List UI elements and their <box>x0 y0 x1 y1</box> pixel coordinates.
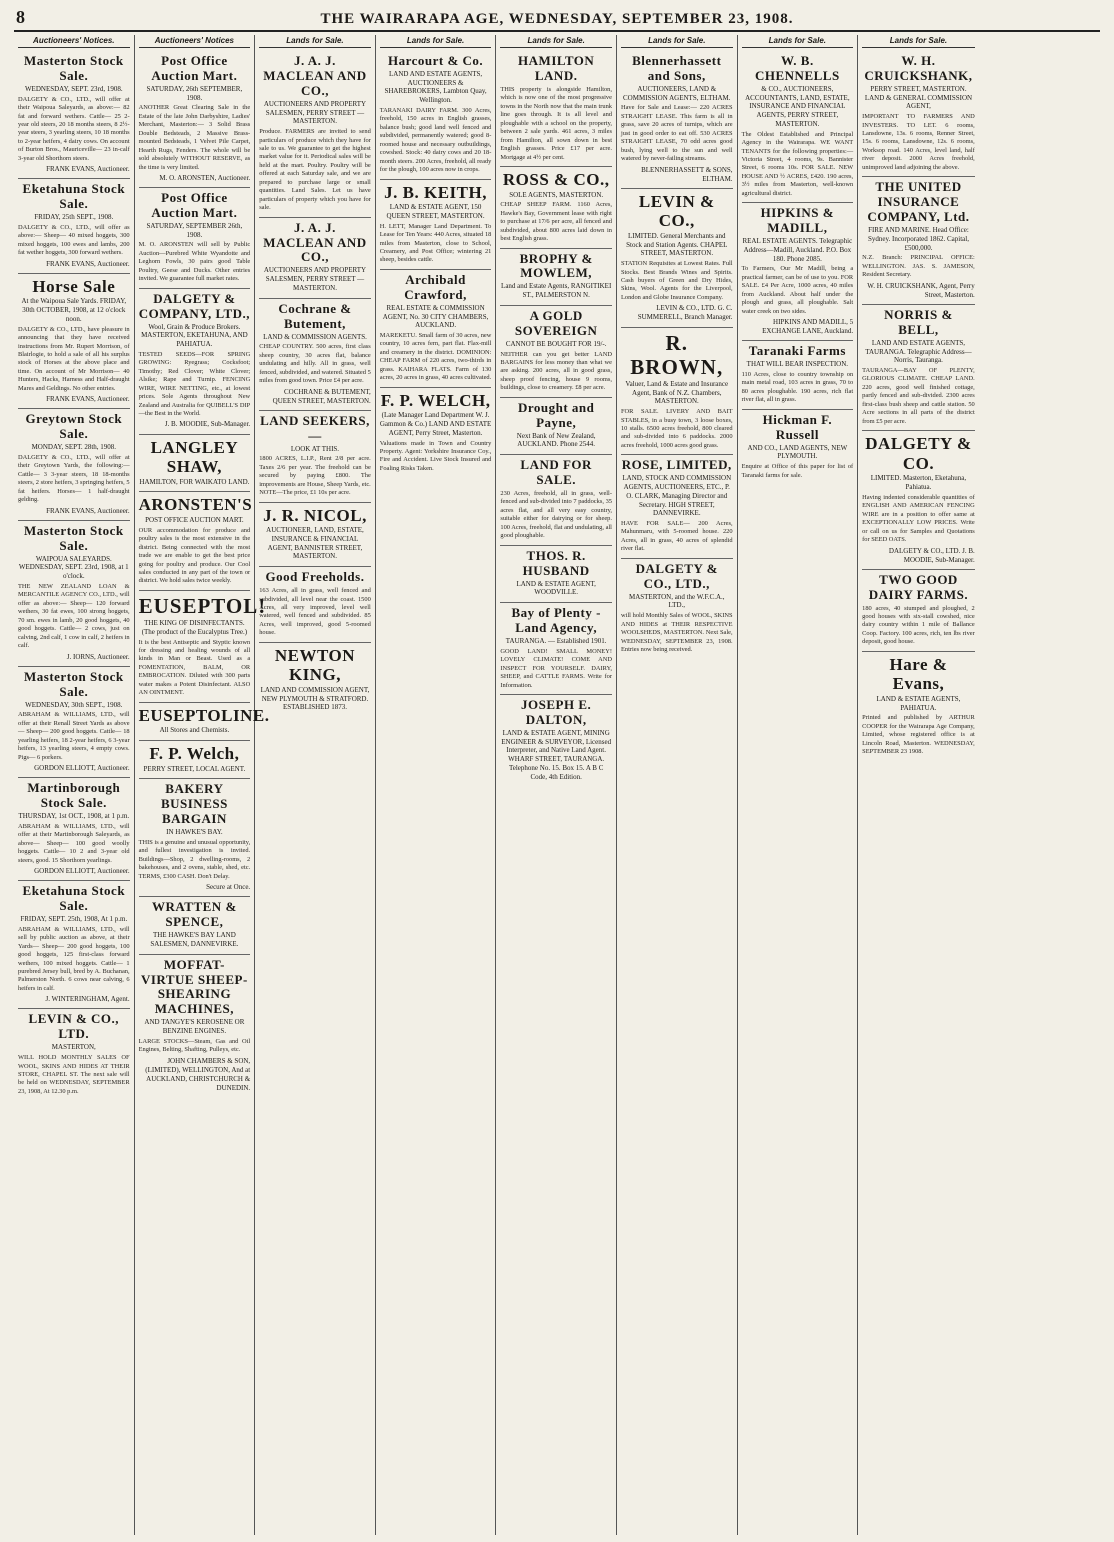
advertisement <box>621 559 733 659</box>
advertisement <box>18 51 130 179</box>
advertisement <box>139 435 251 493</box>
column-2 <box>135 35 270 1535</box>
column-header: Lands for Sale. <box>259 35 371 48</box>
page-number: 8 <box>16 7 25 27</box>
advertisement <box>500 546 612 603</box>
advertisement <box>139 289 251 435</box>
ad-signature: FRANK EVANS, Auctioneer. <box>46 259 130 268</box>
ad-title: Post Office Auction Mart. <box>151 53 238 83</box>
ad-subtitle: Land and Estate Agents, RANGITIKEI ST., PALMERSTON N. <box>501 282 612 300</box>
ad-title: F. P. WELCH, <box>380 390 491 410</box>
ad-signature: Secure at Once. <box>206 883 251 892</box>
ad-body-text: HAVE FOR SALE— 200 Acres, Mahunmaru, with 5-roomed house. 220 Acres, all in grass, 40 acres of splendid river flat. <box>620 520 733 553</box>
advertisement <box>500 167 612 249</box>
ad-title: Eketahuna Stock Sale. <box>22 181 126 212</box>
ad-body-text: STATION Requisites at Lowest Rates. Full Stocks. Best Brands Wines and Spirits. Cash buyers of Green and Dry Hides, Skins, Wool. Agents for the Liverpool, London and Globe Insurance Company. <box>620 260 733 301</box>
ad-title: MOFFAT-VIRTUE SHEEP-SHEARING MACHINES, <box>140 956 248 1017</box>
ad-body-text: IMPORTANT TO FARMERS AND INVESTERS. TO LET. 6 rooms, Lansdowne, 13s. 6 rooms, Renner Street, 15s. 6 rooms, Lansdowne, 12s. 6 rooms, Worksop road. 140 Acres, level land, half river deposit. 2000 Acres freehold, unimproved land adjoining the above. <box>862 113 975 171</box>
ad-subtitle: AUCTIONEERS, LAND & COMMISSION AGENTS, ELTHAM. <box>623 84 731 102</box>
ad-body-text: ABRAHAM & WILLIAMS, LTD., will sell by public auction as above, at their Yards— Sheep— 200 good hoggets, 100 good hoggets, 125 first-class forward wethers, 100 mixed hoggets. Cattle— 1 purebred Jersey bull, bred by A. Buchanan, Palmerston North. 6 cows near calving, 6 heifers in calf. <box>18 925 130 992</box>
advertisement <box>862 570 975 652</box>
ad-signature: FRANK EVANS, Auctioneer. <box>46 395 130 404</box>
ad-subtitle: LIMITED. Masterton, Eketahuna, Pahiatua. <box>870 474 967 492</box>
ad-subtitle: (Late Manager Land Department W. J. Gammon & Co.) LAND AND ESTATE AGENT, Perry Street, Masterton. <box>379 411 492 437</box>
advertisement <box>621 328 733 456</box>
ad-subtitle: HAMILTON, FOR WAIKATO LAND. <box>139 477 250 486</box>
advertisement <box>500 306 612 398</box>
ad-title: DALGETY & CO., LTD., <box>635 560 718 591</box>
ad-subtitle: MASTERTON, and the W.F.C.A., LTD., <box>628 592 725 610</box>
advertisement <box>139 741 251 779</box>
ad-body-text: MAREKETU. Small farm of 30 acres, new country, 10 acres fern, part flat. Flax-mill and creamery in the district. DOMINION: CHEAP FARM of 220 acres, two-thirds in grass. KAIHARA FLATS. Farm of 130 acres, 20 acres in grass, 40 acres cultivated. <box>379 332 492 382</box>
advertisement <box>18 881 130 1009</box>
ad-title: J. R. NICOL, <box>263 505 367 525</box>
ad-title: W. B. CHENNELLS <box>755 53 840 83</box>
ad-subtitle: THE KING OF DISINFECTANTS. (The product of the Eucalyptus Tree.) <box>141 619 248 636</box>
advertisement <box>380 270 492 388</box>
ad-subtitle: LAND & ESTATE AGENT, MINING ENGINEER & SURVEYOR, Licensed Interpreter, and Native Land Agent. WHARF STREET, TAURANGA. Telephone No. 15. Box 15. A B C Code, 4th Edition. <box>501 728 612 781</box>
ad-signature: LEVIN & CO., LTD. G. C. SUMMERELL, Branch Manager. <box>637 304 733 322</box>
advertisement <box>18 778 130 881</box>
advertisement <box>862 51 975 177</box>
ad-signature: J. B. MOODIE, Sub-Manager. <box>164 420 251 429</box>
ad-subtitle: LAND AND ESTATE AGENTS, TAURANGA. Telegraphic Address—Norris, Tauranga. <box>865 338 972 365</box>
advertisement <box>621 455 733 559</box>
ad-subtitle: LIMITED. General Merchants and Stock and Station Agents. CHAPEL STREET, MASTERTON. <box>626 231 728 258</box>
ad-title: Bay of Plenty - Land Agency, <box>511 605 601 636</box>
ad-body-text: 163 Acres, all in grass, well fenced and subdivided, all level near the coast. 1500 Acres, all very improved, level well watered, well fenced and subdivided. 85 Acres, well improved, good 5-roomed house. <box>259 587 371 637</box>
advertisement <box>138 703 270 741</box>
ad-body-text: ABRAHAM & WILLIAMS, LTD., will offer at their Martinborough Saleyards, as above— Sheep— 100 good woolly hoggets. Cattle— 10 2 and 3-year old steers, good. 15 Shorthorn yearlings. <box>18 822 130 864</box>
ad-subtitle: SOLE AGENTS, MASTERTON. <box>509 190 604 199</box>
advertisement <box>259 567 371 643</box>
ad-signature: HIPKINS AND MADILL, 5 EXCHANGE LANE, Auckland. <box>762 318 854 336</box>
ad-body-text: 1800 ACRES, L.I.P., Rent 2/8 per acre. Taxes 2/6 per year. The freehold can be secured by paying £800. The improvements are House, Sheep Yards, etc. NOTE—The price, £1 10s per acre. <box>259 455 371 497</box>
ad-title: ROSS & CO., <box>502 169 610 189</box>
advertisement <box>380 51 492 180</box>
advertisement <box>259 51 371 218</box>
ad-title: LANGLEY SHAW, <box>150 437 239 477</box>
ad-body-text: ANOTHER Great Clearing Sale in the Estate of the late John Darbyshire, Ladies' Merchant, Masterton:— 3 Solid Brass Double Bedsteads, 2 Massive Brass-mounted Bedsteads, 1 Velvet Pile Carpet, Hearth Rugs, Fenders. The whole will be sold absolutely WITHOUT RESERVE, as the time is very limited. <box>138 104 251 171</box>
column-header: Lands for Sale. <box>621 35 733 48</box>
ad-title: Cochrane & Butement, <box>278 300 352 331</box>
advertisement <box>500 51 612 167</box>
ad-signature: FRANK EVANS, Auctioneer. <box>46 165 130 174</box>
advertisement <box>139 492 251 590</box>
ad-body-text: ABRAHAM & WILLIAMS, LTD., will offer at their Renall Street Yards as above— Sheep— 200 good hoggets. Cattle— 18 yearling heifers, 18 2-year heifers, 6 3-year heifers, 13 yearling steers, 4 empty cows. Pigs— 6 porkers. <box>18 711 130 761</box>
ad-title: ARONSTEN'S <box>138 495 253 515</box>
ad-signature: BLENNERHASSETT & SONS, ELTHAM. <box>641 165 733 183</box>
ad-title: ROSE, LIMITED, <box>621 457 732 473</box>
advertisement <box>139 51 251 188</box>
advertisement <box>500 398 612 455</box>
ad-subtitle: AUCTIONEERS AND PROPERTY SALESMEN, PERRY STREET — MASTERTON. <box>263 99 367 126</box>
ad-title: LAND FOR SALE. <box>520 457 592 488</box>
advertisement <box>742 203 854 341</box>
ad-signature: GORDON ELLIOTT, Auctioneer. <box>34 867 130 875</box>
ad-title: A GOLD SOVEREIGN <box>514 307 598 338</box>
ad-title: Blennerhassett and Sons, <box>632 53 722 83</box>
ad-body-text: THE NEW ZEALAND LOAN & MERCANTILE AGENCY CO., LTD., will offer as above:— Sheep— 120 forward wethers, 30 fat ewes, 100 strong hoggets, 70 sm. ewes in lamb, 20 good hoggets, 40 good hoggets. Cattle— 2 cows, just on calving, 2nd calf, 1 cow in calf, 2 heifers in calf. <box>18 582 130 650</box>
ad-subtitle: SATURDAY, 26th SEPTEMBER, 1908. <box>146 84 243 102</box>
ad-title: WRATTEN & SPENCE, <box>151 899 237 930</box>
column-3 <box>255 35 376 1535</box>
ad-title: Masterton Stock Sale. <box>24 522 124 553</box>
ad-body-text: 230 Acres, freehold, all in grass, well-fenced and sub-divided into 7 paddocks, 35 acres flat, and all very easy country, suitable either for dairying or for sheep. 100 Acres, freehold, flat and undulating, all good ploughable. <box>500 490 612 540</box>
ad-title: Harcourt & Co. <box>387 53 484 68</box>
ad-body-text: 110 Acres, close to country township on main metal road, 103 acres in grass, 70 to 80 acres ploughable. 190 acres, rich flat river flat, all in grass. <box>741 370 854 404</box>
ad-subtitle: POST OFFICE AUCTION MART. <box>145 515 244 524</box>
ad-body-text: NEITHER can you get better LAND BARGAINS for less money than what we are asking. 200 acres, all in good grass, sheep proof fencing, house 9 rooms, buildings, close to creamery. £8 per acre. <box>500 350 612 392</box>
ad-subtitle: SATURDAY, SEPTEMBER 26th, 1908. <box>146 221 243 239</box>
ad-body-text: OUR accommodation for produce and poultry sales is the most extensive in the district. Being connected with the most trade we are enable to get the best price going for poultry and produce. Our Cool sales conducted in any part of the town or district. We hold sales twice weekly. <box>138 526 251 585</box>
ad-body-text: Valuations made in Town and Country Property. Agent: Yorkshire Insurance Coy., Fire and Accident. Live Stock Insured and Foaling Risks Taken. <box>379 439 492 472</box>
advertisement <box>259 643 371 717</box>
ad-body-text: WILL HOLD MONTHLY SALES OF WOOL, SKINS AND HIDES AT THEIR STORE, CHAPEL ST. The next sale will be held on WEDNESDAY, SEPTEMBER 23, 1908, At 12.30 p.m. <box>18 1054 130 1095</box>
ad-title: Good Freeholds. <box>265 569 365 585</box>
advertisement <box>259 218 371 299</box>
ad-title: J. A. J. MACLEAN AND CO., <box>263 53 367 98</box>
ad-title: J. A. J. MACLEAN AND CO., <box>263 219 367 265</box>
ad-subtitle: AUCTIONEERS AND PROPERTY SALESMEN, PERRY STREET — MASTERTON. <box>263 266 367 292</box>
ad-title: DALGETY & COMPANY, LTD., <box>138 290 251 321</box>
ad-title: THOS. R. HUSBAND <box>522 547 590 578</box>
ad-body-text: TARANAKI DAIRY FARM. 300 Acres, freehold, 150 acres in English grasses, balance bush; good land well fenced and subdivided, permanently watered; good 8-roomed house and necessary outbuildings, cowshed. Stock: 40 dairy cows and 20 18-month steers. 200 Acres, freehold, all ready for the plough, 100 acres now in crops. <box>379 106 492 174</box>
ad-title: BAKERY BUSINESS BARGAIN <box>160 781 228 827</box>
ad-subtitle: All Stores and Chemists. <box>159 726 230 735</box>
ad-title: EUSEPTOLINE. <box>138 705 270 725</box>
column-1 <box>14 35 135 1535</box>
masthead <box>14 6 1100 32</box>
ad-title: Martinborough Stock Sale. <box>27 780 121 811</box>
ad-body-text: TAURANGA—BAY OF PLENTY, GLORIOUS CLIMATE. CHEAP LAND. 220 acres, good well finished cottage, partly fenced and sub-divided. 2300 acres first-class bush sheep and cattle station. 50 Acre sections in all parts of the district from £5 per acre. <box>862 367 975 425</box>
ad-subtitle: LOOK AT THIS. <box>290 444 340 453</box>
column-4 <box>376 35 497 1535</box>
advertisement <box>18 179 130 274</box>
advertisement <box>259 411 371 503</box>
ad-subtitle: WAIPOUA SALEYARDS. WEDNESDAY, SEPT. 23rd, 1908, at 1 o'clock. <box>18 554 129 581</box>
ad-title: LEVIN & CO., LTD. <box>28 1011 120 1042</box>
ad-title: NEWTON KING, <box>274 645 356 685</box>
ad-subtitle: THURSDAY, 1st OCT., 1908, at 1 p.m. <box>18 811 130 820</box>
ad-subtitle: & CO., AUCTIONEERS, ACCOUNTANTS, LAND, ESTATE, INSURANCE AND FINANCIAL AGENTS, PERRY STREET, MASTERTON. <box>745 84 850 128</box>
advertisement <box>138 591 267 703</box>
advertisement <box>500 603 612 695</box>
ad-signature: JOHN CHAMBERS & SON, (LIMITED), WELLINGTON, And at AUCKLAND, CHRISTCHURCH & DUNEDIN. <box>145 1056 251 1093</box>
ad-title: Hickman F. Russell <box>762 411 833 442</box>
advertisement <box>621 189 733 328</box>
ad-subtitle: Wool, Grain & Produce Brokers. MASTERTON, EKETAHUNA, AND PAHIATUA. <box>141 322 248 349</box>
ad-subtitle: FRIDAY, 25th SEPT., 1908. <box>34 213 114 222</box>
ad-body-text: To Farmers, Our Mr Madill, being a practical farmer, can be of use to you. FOR SALE. £4 Per Acre, 1000 acres, 40 miles from Auckland. About half under the plough and grass, all ploughable. Salt water creek on two sides. <box>741 265 854 315</box>
column-7 <box>738 35 859 1535</box>
ad-subtitle: PERRY STREET, MASTERTON. LAND & GENERAL COMMISSION AGENT, <box>864 84 973 111</box>
ad-title: J. B. KEITH, <box>384 182 487 202</box>
ad-subtitle: THE HAWKE'S BAY LAND SALESMEN, DANNEVIRKE. <box>150 931 239 948</box>
ad-title: Hare & Evans, <box>889 654 948 694</box>
ad-signature: M. O. ARONSTEN, Auctioneer. <box>159 174 251 182</box>
columns <box>14 35 1100 1535</box>
ad-subtitle: TAURANGA. — Established 1901. <box>505 637 607 645</box>
ad-signature: J. WINTERINGHAM, Agent. <box>45 995 130 1004</box>
ad-title: Post Office Auction Mart. <box>151 190 238 221</box>
advertisement <box>139 779 251 897</box>
ad-subtitle: LAND & COMMISSION AGENTS. <box>263 332 367 341</box>
column-header: Lands for Sale. <box>862 35 975 48</box>
ad-body-text: N.Z. Branch: PRINCIPAL OFFICE: WELLINGTON. JAS. S. JAMESON, Resident Secretary. <box>862 254 975 279</box>
ad-subtitle: LAND & ESTATE AGENT, WOODVILLE. <box>516 579 596 597</box>
ad-title: F. P. Welch, <box>149 744 240 763</box>
ad-body-text: Have for Sale and Lease:— 220 ACRES STRAIGHT LEASE. This farm is all in grass, save 20 acres of turnips, which are just in good order to eat off. 530 ACRES STRAIGHT LEASE, 70 odd acres good bush, lying well to the sun and well watered by never-failing streams. <box>620 104 733 163</box>
advertisement <box>18 1009 130 1100</box>
ad-signature: FRANK EVANS, Auctioneer. <box>46 506 130 515</box>
advertisement <box>742 410 854 484</box>
ad-body-text: LARGE STOCKS—Steam, Gas and Oil Engines, Belting, Shafting, Pulleys, etc. <box>138 1037 251 1054</box>
ad-signature: W. H. CRUICKSHANK, Agent, Perry Street, Masterton. <box>867 281 975 299</box>
ad-body-text: It is the best Antiseptic and Styptic known for dressing and healing wounds of all kinds in Man or Beast. Used as a FOMENTATION, BALM, OR EMBROCATION. Diluted with 300 parts water makes a Potent Disinfectant. ALSO AN OINTMENT. <box>138 638 251 697</box>
ad-body-text: DALGETY & CO., LTD., will offer at their Greytown Yards, the following:— Cattle— 3 3-year steers, 18 18-months steers, 2 store heifers, 3 springing heifers, 5 fat heifers. Horses— 1 half-draught gelding. <box>18 454 130 504</box>
ad-body-text: CHEAP COUNTRY. 500 acres, first class sheep country, 30 acres flat, balance undulating and hilly. All in grass, well fenced, subdivided, and watered. Situated 5 miles from good town. Price £4 per acre. <box>259 343 371 385</box>
ad-subtitle: REAL ESTATE & COMMISSION AGENT, No. 30 CITY CHAMBERS, AUCKLAND. <box>382 303 489 330</box>
ad-subtitle: AUCTIONEER, LAND, ESTATE, INSURANCE & FINANCIAL AGENT, BANNISTER STREET, MASTERTON. <box>266 526 364 561</box>
ad-body-text: FOR SALE. LIVERY AND BAIT STABLES, in a busy town, 3 loose boxes, 10 stalls. 6500 acres freehold, 800 cleared and sub-divided into 6 paddocks. 2000 acres freehold, 1000 acres good grass. <box>620 408 733 449</box>
column-header: Lands for Sale. <box>380 35 492 48</box>
ad-body-text: DALGETY & CO., LTD., will offer as above:— Sheep— 40 mixed hoggets, 300 mixed hoggets, 100 ewes and lambs, 200 fat wether hoggets, 300 forward wethers. <box>18 223 130 257</box>
ad-body-text: The Oldest Established and Principal Agency in the Wairarapa. WE WANT TENANTS for the following properties:— Victoria Street, 4 rooms, 9s. Bannister Street, 6 rooms 10s. FOR SALE. NEW HOUSE AND ½ ACRES, £420. 190 acres, 3½ miles from Masterton, well-known agricultural district. <box>741 130 854 197</box>
ad-title: Masterton Stock Sale. <box>24 53 124 83</box>
ad-signature: GORDON ELLIOTT, Auctioneer. <box>34 764 130 773</box>
advertisement <box>139 188 251 289</box>
ad-subtitle: LAND AND ESTATE AGENTS, AUCTIONEERS & SHAREBROKERS, Lambton Quay, Wellington. <box>384 69 487 105</box>
ad-subtitle: PERRY STREET, LOCAL AGENT. <box>143 764 246 773</box>
ad-title: HAMILTON LAND. <box>518 53 595 83</box>
advertisement <box>862 431 975 570</box>
ad-subtitle: MONDAY, SEPT. 28th, 1908. <box>31 443 117 452</box>
advertisement <box>139 897 251 954</box>
newspaper-title: THE WAIRARAPA AGE, WEDNESDAY, SEPTEMBER 23, 1908. <box>320 11 794 27</box>
advertisement <box>259 503 371 568</box>
ad-title: Eketahuna Stock Sale. <box>22 883 126 914</box>
newspaper-page <box>14 6 1100 1536</box>
advertisement <box>380 180 492 270</box>
ad-title: JOSEPH E. DALTON, <box>521 697 592 727</box>
ad-title: EUSEPTOL! <box>138 593 267 618</box>
ad-body-text: Having indented considerable quantities of ENGLISH AND AMERICAN FENCING WIRE are in a position to offer same at EXCEPTIONALLY LOW PRICES. Write or call on us for Samples and Quotations for SEED OATS. <box>862 493 975 544</box>
ad-subtitle: Valuer, Land & Estate and Insurance Agent, Bank of N.Z. Chambers, MASTERTON. <box>625 379 729 406</box>
ad-title: Greytown Stock Sale. <box>25 411 123 442</box>
advertisement <box>380 388 492 478</box>
ad-body-text: THIS property is alongside Hamilton, which is now one of the most progressive towns in the North now that the main trunk line goes through. It is all level and ploughable with a school on the property, between 2 sale yards. 461 acres, 3 miles from Hamilton, all sown down in best English grasses. Price £17 per acre. Mortgage at 4½ per cent. <box>500 85 612 161</box>
advertisement <box>742 341 854 410</box>
advertisement <box>500 695 612 786</box>
ad-body-text: DALGETY & CO., LTD., will offer at their Waipoua Saleyards, as above:— 82 fat and forward wethers. Cattle— 25 2-year old steers, 20 18 months steers, 8 2½-year steers, 3 yearling steers, 10 18 months to 2-year heifers, 4 dairy cows. On account of Burton Bros., Mauriceville— 23 in-calf 3-year old Shorthorn steers. <box>18 95 130 162</box>
ad-subtitle: CANNOT BE BOUGHT FOR 19/-. <box>505 339 607 348</box>
ad-subtitle: FRIDAY, SEPT. 25th, 1908, At 1 p.m. <box>20 914 128 923</box>
ad-subtitle: FIRE AND MARINE. Head Office: Sydney. Incorporated 1862. Capital, £500,000. <box>867 226 969 252</box>
column-6 <box>617 35 738 1535</box>
ad-signature: COCHRANE & BUTEMENT, QUEEN STREET, MASTERTON. <box>272 387 371 405</box>
ad-title: Drought and Payne, <box>517 399 595 430</box>
ad-body-text: TESTED SEEDS—FOR SPRING GROWING: Ryegrass; Cocksfoot; Timothy; Red Clover; White Clover; Alsike; Rape and Turnip. FENCING WIRE, WIRE NETTING, etc., at lowest prices. Sole Agents throughout New Zealand and Australia for QUIBELL'S DIP—the Best in the World. <box>138 350 251 418</box>
ad-subtitle: WEDNESDAY, 30th SEPT., 1908. <box>25 700 123 709</box>
ad-subtitle: REAL ESTATE AGENTS. Telegraphic Address—Madill, Auckland. P.O. Box 180. Phone 2085. <box>742 237 853 263</box>
advertisement <box>18 409 130 520</box>
ad-title: Masterton Stock Sale. <box>24 668 124 699</box>
ad-subtitle: IN HAWKE'S BAY. <box>166 828 223 837</box>
advertisement <box>18 274 130 410</box>
ad-subtitle: WEDNESDAY, SEPT. 23rd, 1908. <box>24 84 123 93</box>
column-header: Auctioneers' Notices. <box>18 35 130 48</box>
ad-body-text: DALGETY & CO., LTD., have pleasure in announcing that they have received instructions from Mr. Rupert Morrison, of Blairlogie, to hold a sale of all his surplus stock of Horses at the above place and time. On account of Mr Morrison— 40 Hunters, Hacks, Harness and Half-draught Mares and Geldings. No other entries. <box>18 325 130 392</box>
ad-title: Archibald Crawford, <box>404 271 467 302</box>
ad-title: DALGETY & CO. <box>865 434 972 473</box>
advertisement <box>742 51 854 203</box>
advertisement <box>18 521 130 667</box>
ad-title: W. H. CRUICKSHANK, <box>864 53 973 83</box>
advertisement <box>621 51 733 189</box>
advertisement <box>139 955 251 1098</box>
ad-subtitle: THAT WILL BEAR INSPECTION. <box>746 360 849 369</box>
column-header: Lands for Sale. <box>742 35 854 48</box>
ad-body-text: THIS is a genuine and unusual opportunity, and fullest investigation is invited. Buildings—Shop, 2 dwelling-rooms, 2 bakehouses, and 2 ovens, stable, shed, etc. TERMS, £300 CASH. Don't Delay. <box>138 838 251 880</box>
ad-title: BROPHY & MOWLEM, <box>519 250 593 281</box>
advertisement <box>259 299 371 411</box>
ad-body-text: GOOD LAND! SMALL MONEY! LOVELY CLIMATE! COME AND INSPECT FOR YOURSELF. DAIRY, SHEEP, and CATTLE FARMS. Write for Information. <box>500 647 612 689</box>
ad-title: Taranaki Farms <box>748 343 846 359</box>
advertisement <box>862 177 975 305</box>
ad-title: THE UNITED INSURANCE COMPANY, Ltd. <box>867 179 970 225</box>
column-5 <box>496 35 617 1535</box>
ad-body-text: M. O. ARONSTEN will sell by Public Auction—Purebred White Wyandotte and Leghorn Fowls, 30 pairs good Table Poultry, Geese and Ducks. Other entries invited. We guarantee full market rates. <box>138 241 251 283</box>
column-header: Lands for Sale. <box>500 35 612 48</box>
ad-subtitle: LAND & ESTATE AGENT, 150 QUEEN STREET, MASTERTON. <box>386 203 485 220</box>
ad-body-text: H. LETT, Manager Land Department. To Lease for Ten Years: 440 Acres, situated 18 miles from Masterton, close to School, Creamery, and Post Office; wintering 21 sheep, besides cattle. <box>379 222 492 264</box>
ad-subtitle: Next Bank of New Zealand, AUCKLAND. Phone 2544. <box>516 431 596 449</box>
column-8 <box>858 35 979 1535</box>
ad-subtitle: LAND AND COMMISSION AGENT, NEW PLYMOUTH & STRATFORD. ESTABLISHED 1873. <box>260 685 370 712</box>
ad-body-text: Printed and published by ARTHUR COOPER for the Wairarapa Age Company, Limited, whose registered office is at Lincoln Road, Masterton. WEDNESDAY, SEPTEMBER 23 1908. <box>862 714 975 756</box>
ad-subtitle: LAND & ESTATE AGENTS, PAHIATUA. <box>876 694 961 712</box>
ad-subtitle: MASTERTON, <box>51 1043 96 1052</box>
ad-title: R. BROWN, <box>630 330 724 379</box>
ad-subtitle: AND CO., LAND AGENTS, NEW PLYMOUTH. <box>747 443 848 461</box>
ad-title: HIPKINS & MADILL, <box>760 205 835 236</box>
advertisement <box>500 455 612 546</box>
advertisement <box>500 249 612 306</box>
ad-body-text: CHEAP SHEEP FARM. 1160 Acres, Hawke's Bay, Government lease with right to purchase at 17/6 per acre, all fenced and subdivided, about 800 acres laid down in best English grass. <box>500 201 612 243</box>
advertisement <box>862 652 975 761</box>
ad-body-text: 180 acres, 40 stumped and ploughed, 2 good houses with six-stall cowshed, nice dairy country within 1 mile of Ballance Coop. Factory. 100 acres, rich, ten lbs river deposit, good house. <box>862 604 975 646</box>
ad-title: TWO GOOD DAIRY FARMS. <box>868 571 969 602</box>
ad-body-text: will hold Monthly Sales of WOOL, SKINS AND HIDES at THEIR RESPECTIVE WOOLSHEDS, MASTERTON. Next Sale, WEDNESDAY, SEPTEMBER 23, 1908. Entries now being received. <box>620 612 733 654</box>
ad-title: Horse Sale <box>32 276 116 296</box>
advertisement <box>18 667 130 778</box>
column-header: Auctioneers' Notices <box>139 35 251 48</box>
ad-subtitle: AND TANGYE'S KEROSENE OR BENZINE ENGINES. <box>144 1018 245 1036</box>
ad-title: LAND SEEKERS,— <box>260 412 370 443</box>
advertisement <box>862 305 975 431</box>
ad-subtitle: At the Waipoua Sale Yards. FRIDAY, 30th OCTOBER, 1908, at 12 o'clock noon. <box>21 297 127 323</box>
ad-signature: J. IORNS, Auctioneer. <box>66 652 130 661</box>
ad-title: NORRIS & BELL, <box>884 306 953 337</box>
ad-title: LEVIN & CO., <box>638 191 715 231</box>
ad-body-text: Produce. FARMERS are invited to send particulars of produce which they have for sale to us. We guarantee to get the highest market value for it. Periodical sales will be held at the mart. Poultry. Poultry will be offered at each Saturday sale, and we are prepared to purchase large or small quantities. Land Sales. Let us have particulars of property which you have for sale. <box>259 128 371 212</box>
ad-signature: DALGETY & CO., LTD. J. B. MOODIE, Sub-Manager. <box>888 546 975 564</box>
ad-subtitle: LAND, STOCK AND COMMISSION AGENTS, AUCTIONEERS, ETC., P. O. CLARK, Managing Director and Secretary. HIGH STREET, DANNEVIRKE. <box>622 474 732 518</box>
ad-body-text: Enquire at Office of this paper for list of Taranaki farms for sale. <box>741 463 854 479</box>
